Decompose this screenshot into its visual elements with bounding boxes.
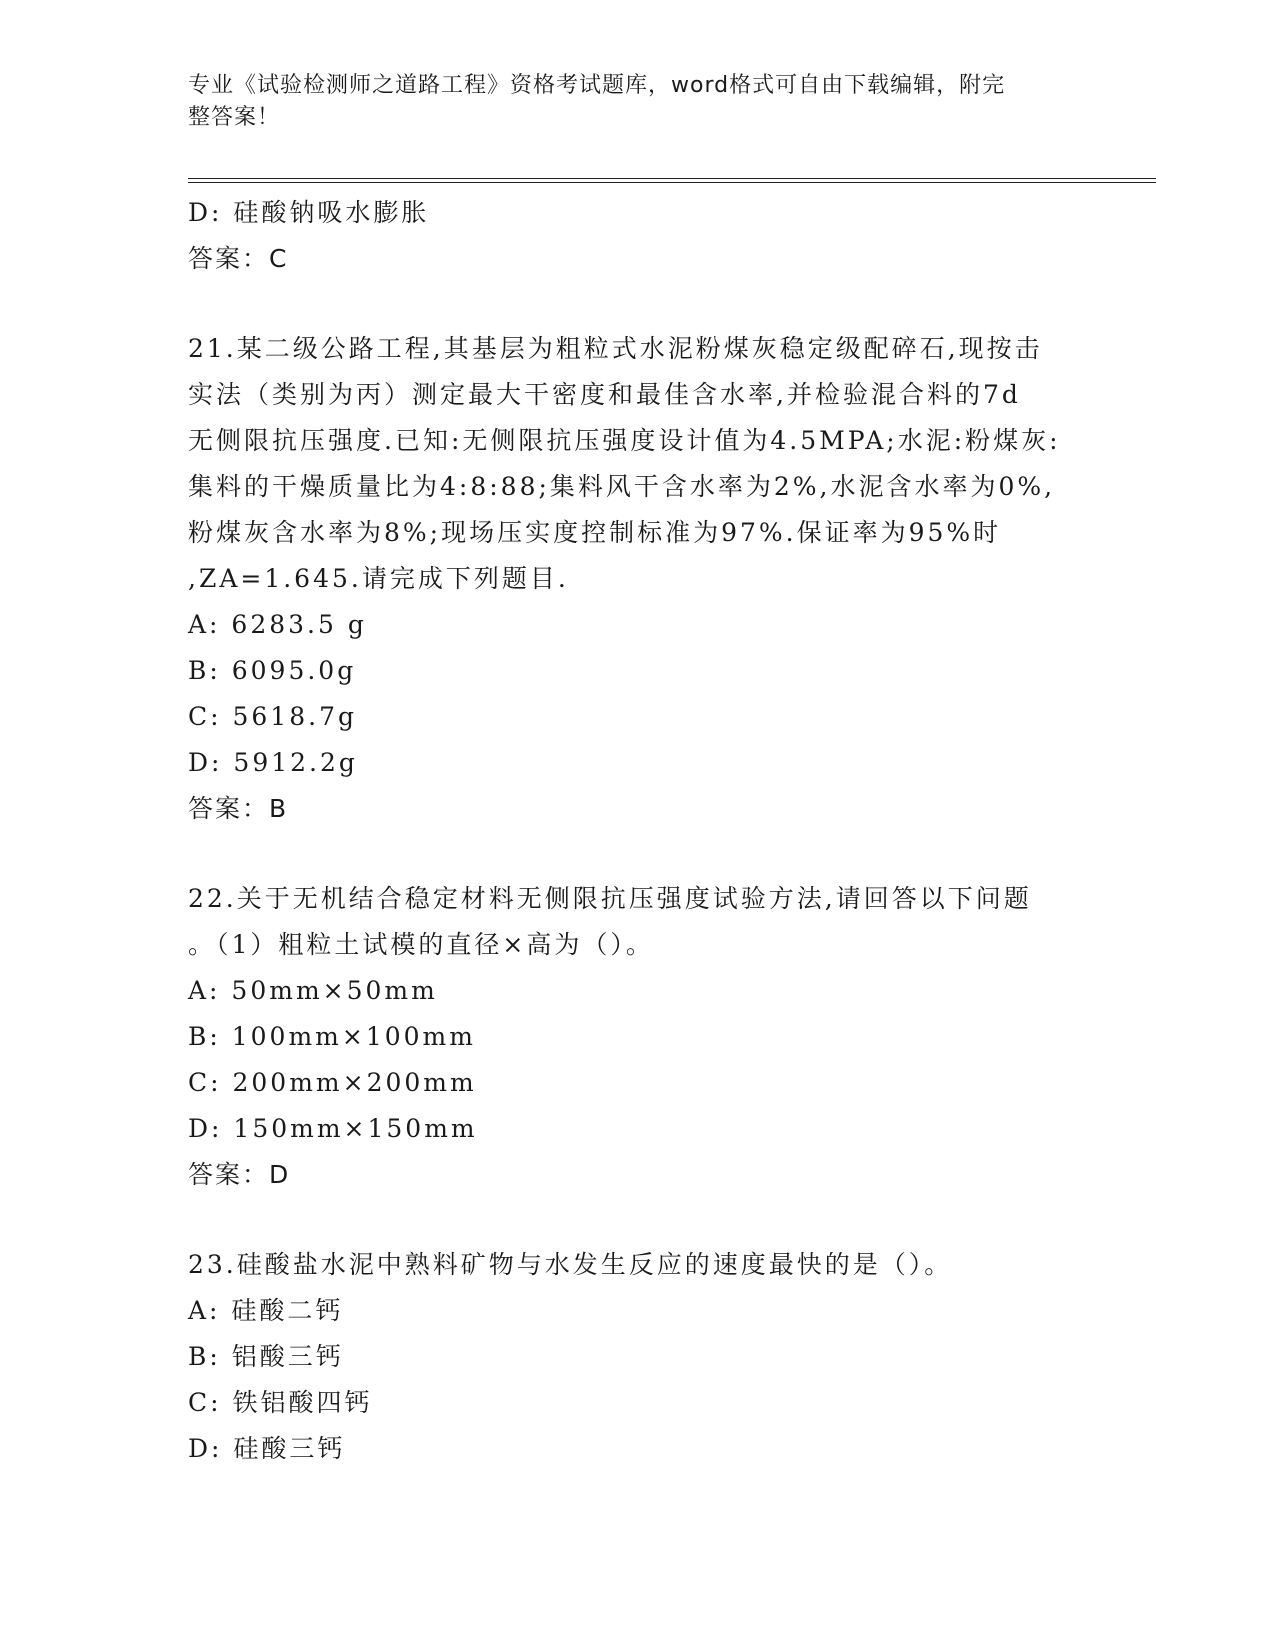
question-21 xyxy=(188,326,1088,832)
question-22-line-1: 22.关于无机结合稳定材料无侧限抗压强度试验方法,请回答以下问题 xyxy=(188,884,1032,913)
question-22-option-d: D: 150mm×150mm xyxy=(188,1114,478,1143)
header-divider-top xyxy=(188,178,1156,179)
question-21-option-b: B: 6095.0g xyxy=(188,656,357,685)
question-21-line-1: 21.某二级公路工程,其基层为粗粒式水泥粉煤灰稳定级配碎石,现按击 xyxy=(188,334,1043,363)
question-22-option-c: C: 200mm×200mm xyxy=(188,1068,477,1097)
question-21-line-2: 实法（类别为丙）测定最大干密度和最佳含水率,并检验混合料的7d xyxy=(188,380,1021,409)
header-line-2: 整答案！ xyxy=(188,105,281,130)
question-21-line-4: 集料的干燥质量比为4:8:88;集料风干含水率为2%,水泥含水率为0%, xyxy=(188,472,1056,501)
question-21-answer: 答案：B xyxy=(188,794,289,823)
question-21-option-c: C: 5618.7g xyxy=(188,702,357,731)
document-header xyxy=(188,70,1088,134)
question-22-line-2: 。（1）粗粒土试模的直径×高为（）。 xyxy=(188,930,654,959)
spacer xyxy=(188,1198,1088,1242)
question-23-line-1: 23.硅酸盐水泥中熟料矿物与水发生反应的速度最快的是（）。 xyxy=(188,1250,953,1279)
question-23-option-b: B: 铝酸三钙 xyxy=(188,1342,344,1371)
spacer xyxy=(188,832,1088,876)
question-21-option-a: A: 6283.5 g xyxy=(188,610,367,639)
question-22 xyxy=(188,876,1088,1198)
question-23-option-c: C: 铁铝酸四钙 xyxy=(188,1388,373,1417)
header-divider-bottom xyxy=(188,182,1156,183)
question-21-line-6: ,ZA=1.645.请完成下列题目. xyxy=(188,564,569,593)
question-22-option-b: B: 100mm×100mm xyxy=(188,1022,476,1051)
question-23 xyxy=(188,1242,1088,1472)
question-21-option-d: D: 5912.2g xyxy=(188,748,358,777)
question-22-option-a: A: 50mm×50mm xyxy=(188,976,438,1005)
question-22-answer: 答案：D xyxy=(188,1160,291,1189)
question-21-line-5: 粉煤灰含水率为8%;现场压实度控制标准为97%.保证率为95%时 xyxy=(188,518,1002,547)
question-23-option-d: D: 硅酸三钙 xyxy=(188,1434,346,1463)
question-23-option-a: A: 硅酸二钙 xyxy=(188,1296,344,1325)
header-line-1: 专业《试验检测师之道路工程》资格考试题库，word格式可自由下载编辑，附完 xyxy=(188,73,1006,98)
prev-option-d: D: 硅酸钠吸水膨胀 xyxy=(188,198,430,227)
prev-answer: 答案：C xyxy=(188,244,289,273)
spacer xyxy=(188,282,1088,326)
question-21-line-3: 无侧限抗压强度.已知:无侧限抗压强度设计值为4.5MPA;水泥:粉煤灰: xyxy=(188,426,1061,455)
document-body xyxy=(188,190,1088,1472)
